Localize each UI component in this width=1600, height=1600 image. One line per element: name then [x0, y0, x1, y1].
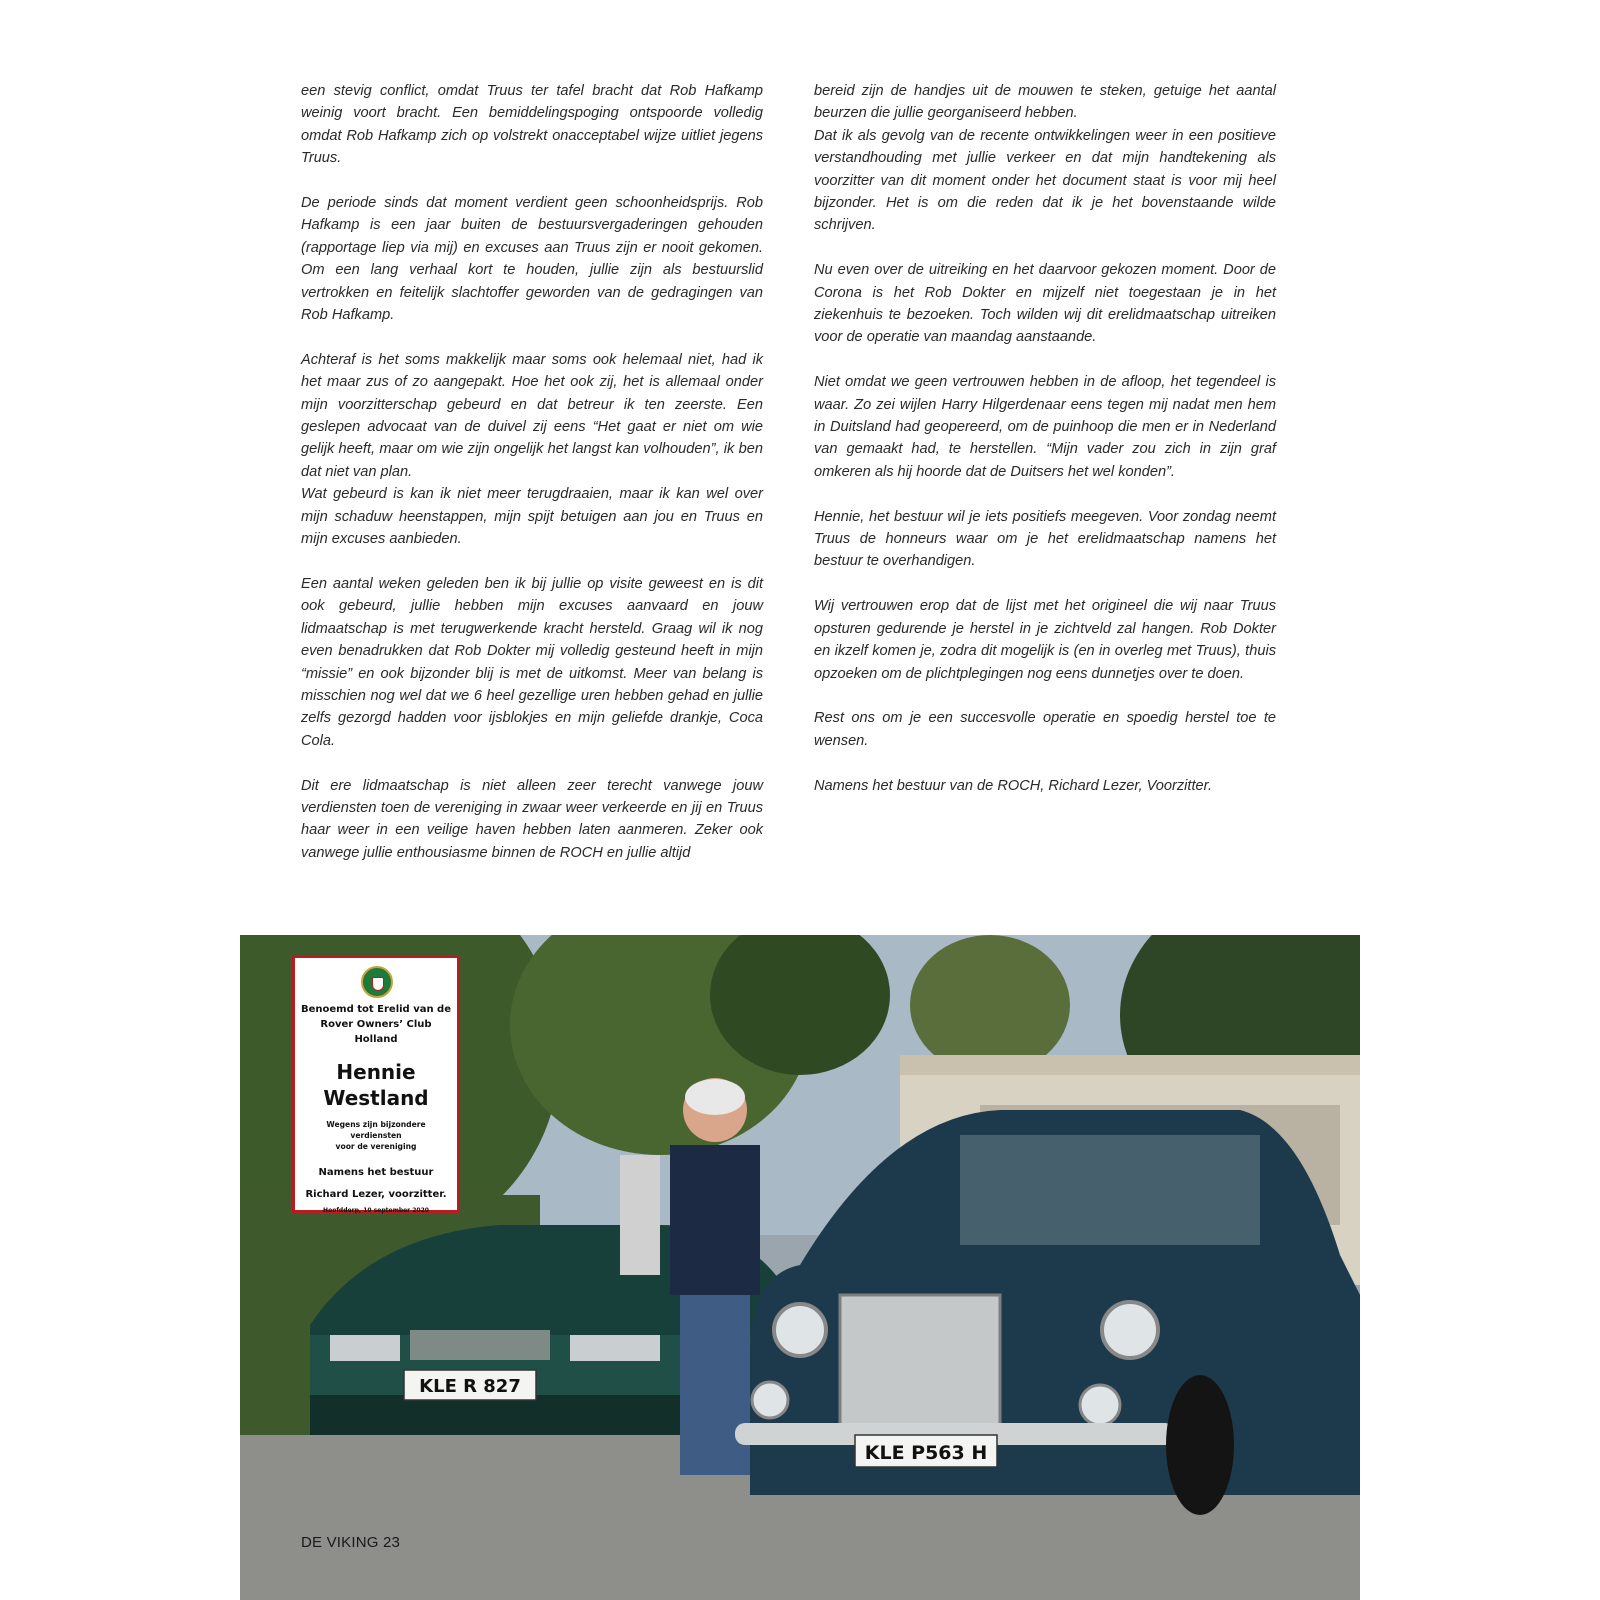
article-paragraph: Hennie, het bestuur wil je iets positiefs meegeven. Voor zondag neemt Truus de honneurs waar om je het erelidmaatschap namens het bestuur te overhandigen. [814, 508, 1276, 570]
article-paragraph: bereid zijn de handjes uit de mouwen te steken, getuige het aantal beurzen die jullie georganiseerd hebben. Dat ik als gevolg van de recente ontwikkelingen weer in een positieve verstandhouding met jullie verkeer en dat mijn handtekening als voorzitter van dit moment onder het document staat is voor mij heel bijzonder. Het is om die reden dat ik je het bovenstaande wilde schrijven. [814, 83, 1276, 234]
page-folio: DE VIKING 23 [301, 1534, 401, 1551]
article-paragraph: Een aantal weken geleden ben ik bij jullie op visite geweest en is dit ook gebeurd, jullie hebben mijn excuses aanvaard en jouw lidmaatschap is met terugwerkende kracht hersteld. Graag wil ik nog even benadrukken dat Rob Dokter mij volledig gesteund heeft in mijn “missie” en ook bijzonder blij is met de uitkomst. Meer van belang is misschien nog wel dat we 6 heel gezellige uren hebben gehad en jullie zelfs gezorgd hadden voor ijsblokjes en mijn geliefde drankje, Coca Cola. [301, 575, 763, 749]
certificate-signatory: Richard Lezer, voorzitter. [305, 1189, 447, 1200]
article-paragraph: Achteraf is het soms makkelijk maar soms ook helemaal niet, had ik het maar zus of zo aangepakt. Hoe het ook zij, het is allemaal onder mijn voorzitterschap gebeurd en dat betreur ik ten zeerste. Een geslepen advocaat van de duivel zij eens “Het gaat er niet om wie gelijk heeft, maar om wie zijn ongelijk het langst kan volhouden”, ik ben dat niet van plan. Wat gebeurd is kan ik niet meer terugdraaien, maar ik kan wel over mijn schaduw heenstappen, mijn spijt betuigen aan jou en Truus en mijn excuses aanbieden. [301, 351, 763, 548]
club-logo-icon [361, 966, 393, 998]
signature-line: Namens het bestuur van de ROCH, Richard Lezer, Voorzitter. [814, 777, 1212, 794]
plate-right: KLE P563 H [864, 1442, 988, 1464]
certificate-name: Hennie Westland [323, 1060, 429, 1110]
article-paragraph: De periode sinds dat moment verdient geen schoonheidsprijs. Rob Hafkamp is een jaar buiten de bestuursvergaderingen gehouden (rapportage liep via mij) en excuses aan Truus zijn er nooit gekomen. Om een lang verhaal kort te houden, jullie zijn als bestuurslid vertrokken en feitelijk slachtoffer geworden van de gedragingen van Rob Hafkamp. [301, 195, 763, 324]
honorary-certificate [292, 955, 460, 1213]
article-paragraph: Nu even over de uitreiking en het daarvoor gekozen moment. Door de Corona is het Rob Dokter en mijzelf niet toegestaan je in het ziekenhuis te bezoeken. Toch wilden wij dit erelidmaatschap uitreiken voor de operatie van maandag aanstaande. [814, 262, 1276, 346]
certificate-place-date: Hoofddorp, 10 september 2020 [323, 1207, 429, 1214]
cars-photo [240, 935, 1360, 1600]
article-paragraph: Dit ere lidmaatschap is niet alleen zeer terecht vanwege jouw verdiensten toen de vereniging in zwaar weer verkeerde en jij en Truus haar weer in een veilige haven hebben laten aanmeren. Zeker ook vanwege jullie enthousiasme binnen de ROCH en jullie altijd [301, 777, 763, 861]
certificate-on-behalf: Namens het bestuur [318, 1167, 434, 1178]
article-column-right [814, 80, 1276, 819]
article-column-left [301, 80, 763, 887]
article-paragraph: een stevig conflict, omdat Truus ter tafel bracht dat Rob Hafkamp weinig voort bracht. Een bemiddelingspoging ontspoorde volledig omdat Rob Hafkamp zich op volstrekt onacceptabel wijze uitliet jegens Truus. [301, 83, 763, 167]
certificate-heading: Benoemd tot Erelid van de Rover Owners’ Club Holland [301, 1004, 451, 1045]
article-paragraph: Wij vertrouwen erop dat de lijst met het origineel die wij naar Truus opsturen gedurende je herstel in je zichtveld zal hangen. Rob Dokter en ikzelf komen je, zodra dit mogelijk is (en in overleg met Truus), thuis opzoeken om de plichtplegingen nog eens dunnetjes over te doen. [814, 598, 1276, 682]
certificate-reason: Wegens zijn bijzondere verdiensten voor de vereniging [326, 1120, 426, 1151]
article-paragraph: Niet omdat we geen vertrouwen hebben in de afloop, het tegendeel is waar. Zo zei wijlen Harry Hilgerdenaar eens tegen mij nadat men hem in Duitsland had geopereerd, om de puinhoop die men er in Nederland van gemaakt had, te herstellen. “Mijn vader zou zich in zijn graf omkeren als hij hoorde dat de Duitsers het wel konden”. [814, 374, 1276, 480]
article-paragraph: Rest ons om je een succesvolle operatie en spoedig herstel toe te wensen. [814, 710, 1276, 749]
plate-left: KLE R 827 [419, 1376, 521, 1397]
